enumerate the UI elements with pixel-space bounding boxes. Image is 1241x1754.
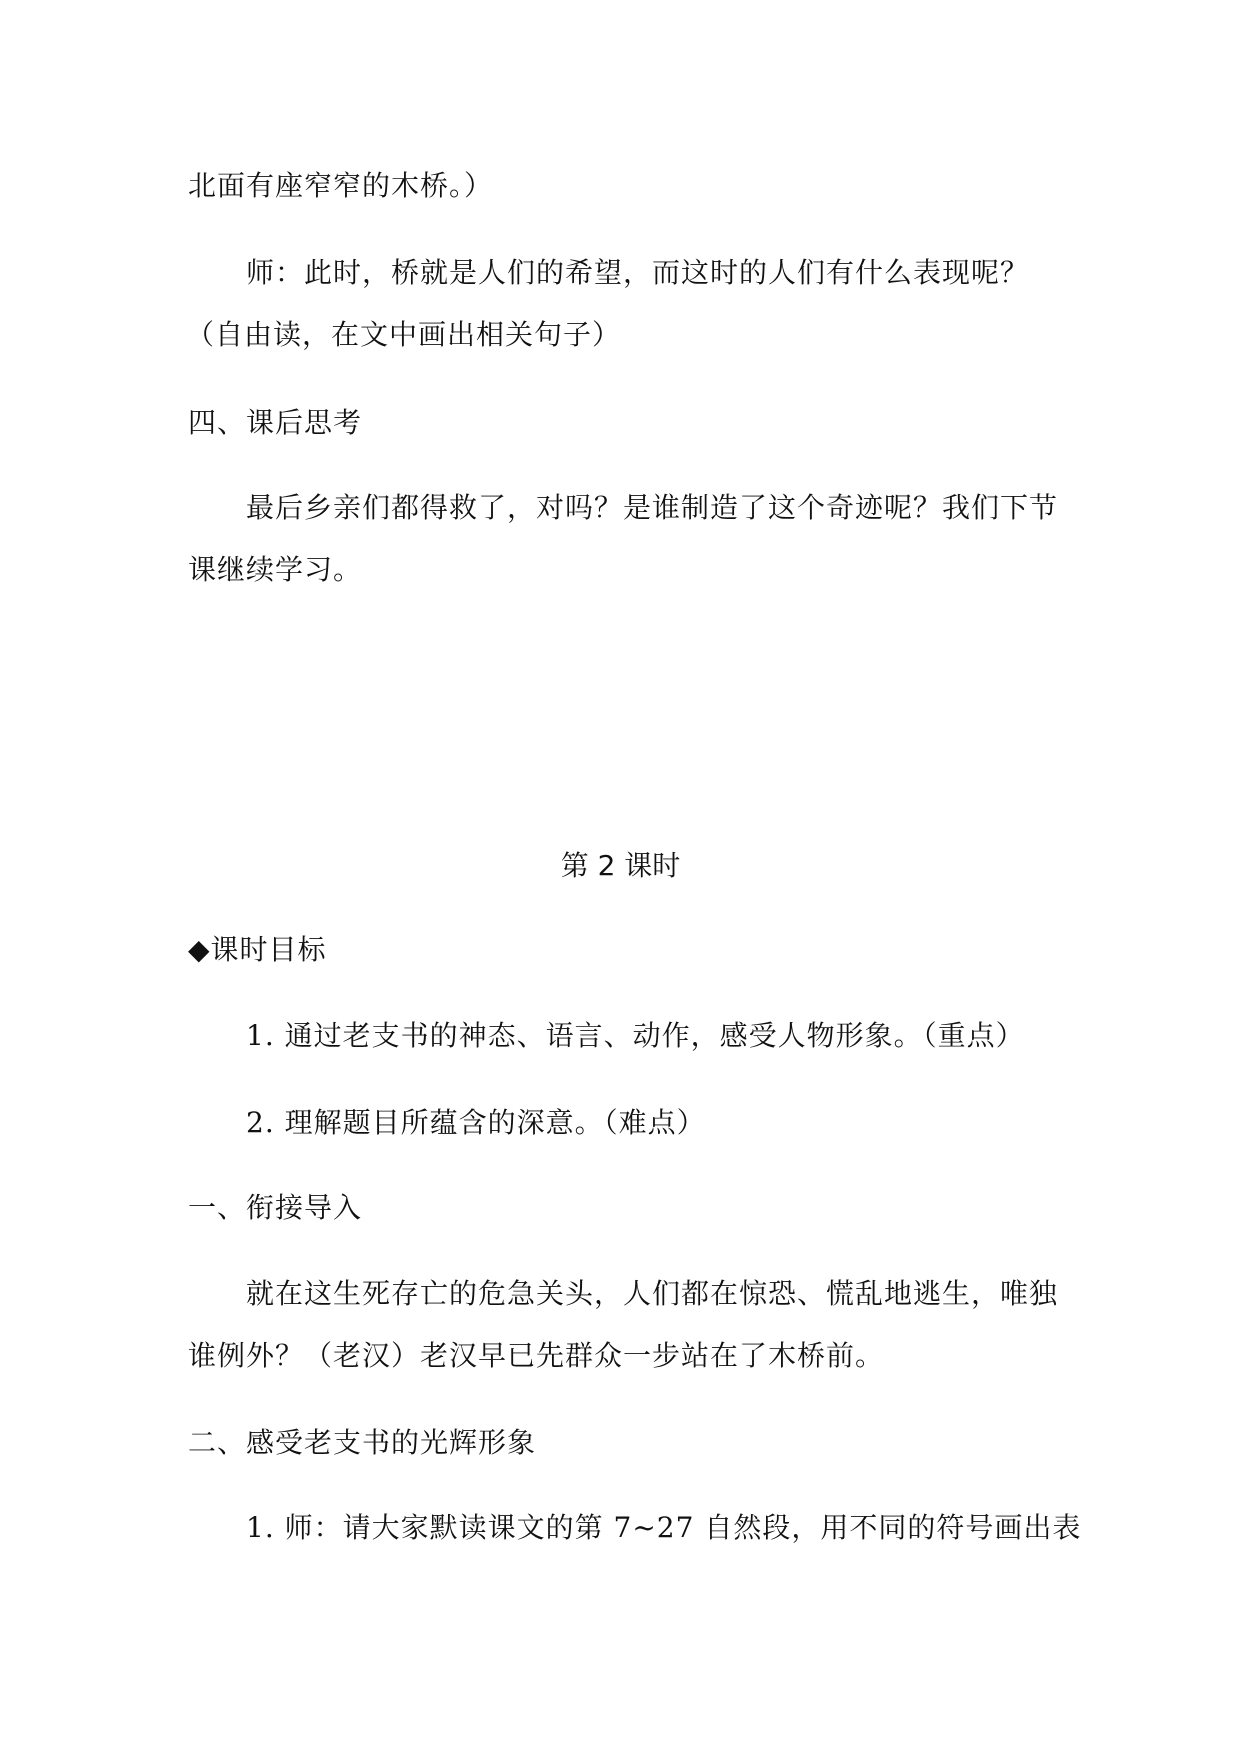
objective-item-1: 1. 通过老支书的神态、语言、动作，感受人物形象。（重点） bbox=[246, 1019, 1025, 1052]
task-paragraph-line-1: 1. 师：请大家默读课文的第 7~27 自然段，用不同的符号画出表 bbox=[246, 1511, 1082, 1544]
intro-paragraph-line-2: 谁例外？（老汉）老汉早已先群众一步站在了木桥前。 bbox=[188, 1339, 885, 1372]
section-heading-four: 四、课后思考 bbox=[188, 406, 363, 439]
after-class-thinking-line-1: 最后乡亲们都得救了，对吗？是谁制造了这个奇迹呢？我们下节 bbox=[246, 491, 1059, 524]
teacher-question-line-2: （自由读，在文中画出相关句子） bbox=[186, 318, 622, 351]
intro-paragraph-line-1: 就在这生死存亡的危急关头，人们都在惊恐、慌乱地逃生，唯独 bbox=[246, 1277, 1059, 1310]
after-class-thinking-line-2: 课继续学习。 bbox=[188, 553, 363, 586]
objective-item-2: 2. 理解题目所蕴含的深意。（难点） bbox=[246, 1106, 706, 1139]
section-heading-two: 二、感受老支书的光辉形象 bbox=[188, 1426, 537, 1459]
teacher-question-line-1: 师：此时，桥就是人们的希望，而这时的人们有什么表现呢？ bbox=[246, 256, 1030, 289]
lesson-title: 第 2 课时 bbox=[560, 849, 681, 882]
paragraph-continuation: 北面有座窄窄的木桥。） bbox=[188, 169, 494, 202]
section-heading-one: 一、衔接导入 bbox=[188, 1191, 363, 1224]
objectives-heading: ◆课时目标 bbox=[188, 933, 327, 966]
